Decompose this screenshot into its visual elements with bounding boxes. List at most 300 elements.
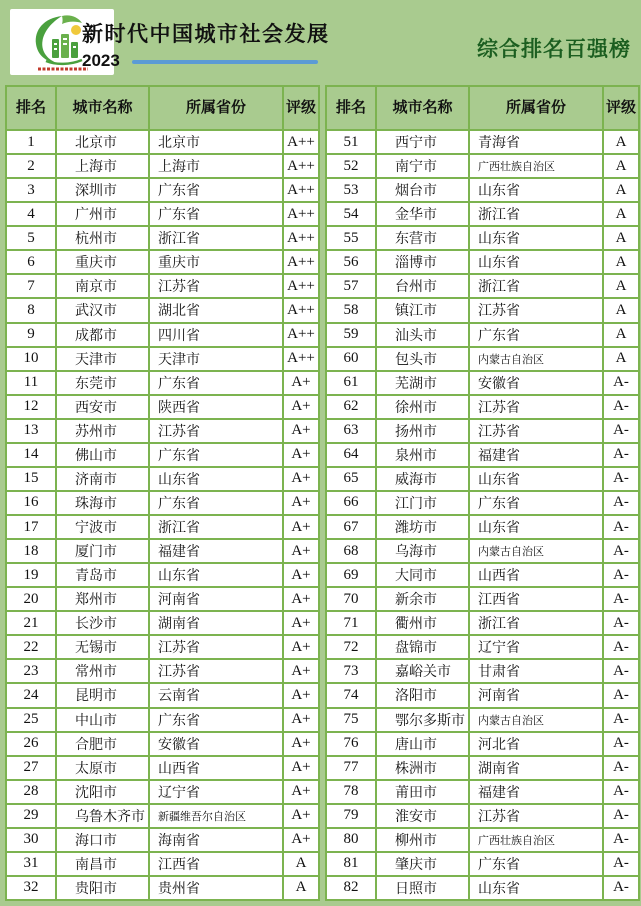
rating-cell: A++ bbox=[283, 274, 319, 298]
city-cell: 唐山市 bbox=[376, 732, 469, 756]
rank-cell: 9 bbox=[6, 323, 56, 347]
rank-cell: 75 bbox=[326, 708, 376, 732]
rank-cell: 4 bbox=[6, 202, 56, 226]
table-row bbox=[326, 852, 639, 876]
rating-cell: A+ bbox=[283, 635, 319, 659]
city-cell: 徐州市 bbox=[376, 395, 469, 419]
rating-cell: A- bbox=[603, 804, 639, 828]
rating-cell: A+ bbox=[283, 659, 319, 683]
rank-cell: 72 bbox=[326, 635, 376, 659]
rank-cell: 81 bbox=[326, 852, 376, 876]
rating-cell: A+ bbox=[283, 515, 319, 539]
city-cell: 济南市 bbox=[56, 467, 149, 491]
table-row bbox=[326, 659, 639, 683]
province-cell: 山东省 bbox=[469, 226, 603, 250]
city-cell: 海口市 bbox=[56, 828, 149, 852]
city-cell: 贵阳市 bbox=[56, 876, 149, 900]
province-cell: 江西省 bbox=[469, 587, 603, 611]
city-cell: 扬州市 bbox=[376, 419, 469, 443]
province-cell: 广东省 bbox=[149, 708, 283, 732]
province-cell: 江苏省 bbox=[149, 419, 283, 443]
rank-cell: 12 bbox=[6, 395, 56, 419]
col-header-city: 城市名称 bbox=[56, 86, 149, 130]
rank-cell: 58 bbox=[326, 298, 376, 322]
province-cell: 辽宁省 bbox=[149, 780, 283, 804]
city-cell: 北京市 bbox=[56, 130, 149, 154]
table-row bbox=[6, 683, 319, 707]
rank-cell: 74 bbox=[326, 683, 376, 707]
city-cell: 厦门市 bbox=[56, 539, 149, 563]
rating-cell: A++ bbox=[283, 250, 319, 274]
rating-cell: A+ bbox=[283, 419, 319, 443]
province-cell: 北京市 bbox=[149, 130, 283, 154]
year-label: 2023 bbox=[82, 51, 120, 70]
rating-cell: A bbox=[603, 274, 639, 298]
rank-cell: 3 bbox=[6, 178, 56, 202]
province-cell: 重庆市 bbox=[149, 250, 283, 274]
rank-cell: 32 bbox=[6, 876, 56, 900]
rating-cell: A+ bbox=[283, 443, 319, 467]
rank-cell: 1 bbox=[6, 130, 56, 154]
rank-cell: 10 bbox=[6, 347, 56, 371]
rating-cell: A- bbox=[603, 659, 639, 683]
rank-cell: 63 bbox=[326, 419, 376, 443]
rating-cell: A bbox=[603, 130, 639, 154]
rating-cell: A- bbox=[603, 852, 639, 876]
rating-cell: A++ bbox=[283, 347, 319, 371]
city-cell: 合肥市 bbox=[56, 732, 149, 756]
main-title: 新时代中国城市社会发展 bbox=[82, 21, 330, 46]
table-row bbox=[326, 178, 639, 202]
table-row bbox=[326, 563, 639, 587]
table-row bbox=[6, 250, 319, 274]
rank-cell: 67 bbox=[326, 515, 376, 539]
province-cell: 山东省 bbox=[149, 563, 283, 587]
province-cell: 河北省 bbox=[469, 732, 603, 756]
province-cell: 山西省 bbox=[469, 563, 603, 587]
rank-cell: 77 bbox=[326, 756, 376, 780]
table-row bbox=[6, 154, 319, 178]
rank-cell: 55 bbox=[326, 226, 376, 250]
table-row bbox=[326, 491, 639, 515]
table-row bbox=[326, 443, 639, 467]
rating-cell: A+ bbox=[283, 371, 319, 395]
rating-cell: A- bbox=[603, 539, 639, 563]
table-row bbox=[326, 515, 639, 539]
rating-cell: A bbox=[603, 226, 639, 250]
province-cell: 甘肃省 bbox=[469, 659, 603, 683]
rating-cell: A bbox=[603, 154, 639, 178]
province-cell: 湖南省 bbox=[469, 756, 603, 780]
table-row bbox=[6, 756, 319, 780]
province-cell: 青海省 bbox=[469, 130, 603, 154]
city-cell: 重庆市 bbox=[56, 250, 149, 274]
city-cell: 南京市 bbox=[56, 274, 149, 298]
ranking-tables bbox=[0, 85, 641, 901]
city-cell: 乌鲁木齐市 bbox=[56, 804, 149, 828]
rating-cell: A+ bbox=[283, 708, 319, 732]
table-row bbox=[326, 756, 639, 780]
city-cell: 中山市 bbox=[56, 708, 149, 732]
city-cell: 上海市 bbox=[56, 154, 149, 178]
province-cell: 江苏省 bbox=[469, 298, 603, 322]
table-row bbox=[326, 683, 639, 707]
rating-cell: A++ bbox=[283, 323, 319, 347]
province-cell: 广东省 bbox=[149, 491, 283, 515]
rating-cell: A- bbox=[603, 443, 639, 467]
table-row bbox=[6, 611, 319, 635]
table-row bbox=[6, 347, 319, 371]
city-cell: 东莞市 bbox=[56, 371, 149, 395]
province-cell: 江西省 bbox=[149, 852, 283, 876]
province-cell: 福建省 bbox=[149, 539, 283, 563]
rating-cell: A bbox=[603, 178, 639, 202]
rank-cell: 51 bbox=[326, 130, 376, 154]
table-row bbox=[6, 419, 319, 443]
rank-cell: 31 bbox=[6, 852, 56, 876]
rank-cell: 7 bbox=[6, 274, 56, 298]
rating-cell: A- bbox=[603, 683, 639, 707]
rank-cell: 19 bbox=[6, 563, 56, 587]
table-row bbox=[6, 828, 319, 852]
province-cell: 福建省 bbox=[469, 780, 603, 804]
province-cell: 辽宁省 bbox=[469, 635, 603, 659]
rating-cell: A- bbox=[603, 780, 639, 804]
city-cell: 武汉市 bbox=[56, 298, 149, 322]
rank-cell: 54 bbox=[326, 202, 376, 226]
table-row bbox=[6, 395, 319, 419]
rank-cell: 60 bbox=[326, 347, 376, 371]
province-cell: 山西省 bbox=[149, 756, 283, 780]
city-cell: 天津市 bbox=[56, 347, 149, 371]
col-header-rank: 排名 bbox=[6, 86, 56, 130]
province-cell: 河南省 bbox=[469, 683, 603, 707]
rank-cell: 64 bbox=[326, 443, 376, 467]
rating-cell: A- bbox=[603, 371, 639, 395]
rating-cell: A++ bbox=[283, 178, 319, 202]
city-cell: 南宁市 bbox=[376, 154, 469, 178]
rank-cell: 24 bbox=[6, 683, 56, 707]
province-cell: 内蒙古自治区 bbox=[469, 347, 603, 371]
table-header-row bbox=[326, 86, 639, 130]
table-row bbox=[6, 635, 319, 659]
table-row bbox=[6, 587, 319, 611]
rank-table-left bbox=[5, 85, 320, 901]
table-row bbox=[6, 563, 319, 587]
province-cell: 浙江省 bbox=[469, 202, 603, 226]
table-row bbox=[6, 659, 319, 683]
rating-cell: A+ bbox=[283, 491, 319, 515]
title-block bbox=[82, 18, 330, 71]
table-row bbox=[6, 732, 319, 756]
col-header-rating: 评级 bbox=[603, 86, 639, 130]
rank-cell: 25 bbox=[6, 708, 56, 732]
rating-cell: A++ bbox=[283, 298, 319, 322]
province-cell: 广东省 bbox=[149, 178, 283, 202]
city-cell: 昆明市 bbox=[56, 683, 149, 707]
rank-cell: 29 bbox=[6, 804, 56, 828]
province-cell: 内蒙古自治区 bbox=[469, 708, 603, 732]
city-cell: 常州市 bbox=[56, 659, 149, 683]
city-cell: 珠海市 bbox=[56, 491, 149, 515]
rank-cell: 17 bbox=[6, 515, 56, 539]
rating-cell: A- bbox=[603, 395, 639, 419]
rating-cell: A+ bbox=[283, 611, 319, 635]
city-cell: 佛山市 bbox=[56, 443, 149, 467]
province-cell: 浙江省 bbox=[469, 274, 603, 298]
city-cell: 鄂尔多斯市 bbox=[376, 708, 469, 732]
city-cell: 大同市 bbox=[376, 563, 469, 587]
province-cell: 新疆维吾尔自治区 bbox=[149, 804, 283, 828]
city-cell: 莆田市 bbox=[376, 780, 469, 804]
city-cell: 淮安市 bbox=[376, 804, 469, 828]
rating-cell: A bbox=[283, 876, 319, 900]
city-cell: 嘉峪关市 bbox=[376, 659, 469, 683]
province-cell: 福建省 bbox=[469, 443, 603, 467]
city-cell: 长沙市 bbox=[56, 611, 149, 635]
city-cell: 南昌市 bbox=[56, 852, 149, 876]
city-cell: 衢州市 bbox=[376, 611, 469, 635]
col-header-city: 城市名称 bbox=[376, 86, 469, 130]
table-row bbox=[326, 323, 639, 347]
province-cell: 安徽省 bbox=[149, 732, 283, 756]
city-cell: 无锡市 bbox=[56, 635, 149, 659]
province-cell: 山东省 bbox=[469, 178, 603, 202]
rank-cell: 5 bbox=[6, 226, 56, 250]
rank-cell: 30 bbox=[6, 828, 56, 852]
table-row bbox=[6, 298, 319, 322]
rank-cell: 61 bbox=[326, 371, 376, 395]
city-cell: 太原市 bbox=[56, 756, 149, 780]
province-cell: 江苏省 bbox=[149, 659, 283, 683]
city-cell: 盘锦市 bbox=[376, 635, 469, 659]
table-row bbox=[6, 852, 319, 876]
rank-cell: 68 bbox=[326, 539, 376, 563]
province-cell: 广东省 bbox=[149, 443, 283, 467]
rating-cell: A- bbox=[603, 756, 639, 780]
city-cell: 包头市 bbox=[376, 347, 469, 371]
rank-cell: 52 bbox=[326, 154, 376, 178]
province-cell: 浙江省 bbox=[469, 611, 603, 635]
rank-cell: 18 bbox=[6, 539, 56, 563]
rank-cell: 15 bbox=[6, 467, 56, 491]
rating-cell: A- bbox=[603, 563, 639, 587]
table-row bbox=[6, 178, 319, 202]
province-cell: 山东省 bbox=[149, 467, 283, 491]
table-row bbox=[6, 371, 319, 395]
province-cell: 内蒙古自治区 bbox=[469, 539, 603, 563]
city-cell: 杭州市 bbox=[56, 226, 149, 250]
province-cell: 江苏省 bbox=[469, 419, 603, 443]
province-cell: 广东省 bbox=[469, 491, 603, 515]
table-row bbox=[326, 828, 639, 852]
rank-table-right bbox=[325, 85, 640, 901]
rank-cell: 70 bbox=[326, 587, 376, 611]
rank-cell: 11 bbox=[6, 371, 56, 395]
province-cell: 广西壮族自治区 bbox=[469, 828, 603, 852]
rating-cell: A++ bbox=[283, 154, 319, 178]
province-cell: 山东省 bbox=[469, 515, 603, 539]
table-row bbox=[326, 587, 639, 611]
rating-cell: A+ bbox=[283, 395, 319, 419]
province-cell: 浙江省 bbox=[149, 515, 283, 539]
table-row bbox=[6, 515, 319, 539]
city-cell: 青岛市 bbox=[56, 563, 149, 587]
table-row bbox=[326, 780, 639, 804]
province-cell: 山东省 bbox=[469, 250, 603, 274]
city-cell: 台州市 bbox=[376, 274, 469, 298]
table-row bbox=[6, 226, 319, 250]
province-cell: 湖北省 bbox=[149, 298, 283, 322]
table-row bbox=[6, 467, 319, 491]
rank-cell: 76 bbox=[326, 732, 376, 756]
city-cell: 镇江市 bbox=[376, 298, 469, 322]
province-cell: 广东省 bbox=[149, 202, 283, 226]
table-row bbox=[6, 274, 319, 298]
city-cell: 威海市 bbox=[376, 467, 469, 491]
rating-cell: A+ bbox=[283, 587, 319, 611]
rank-cell: 14 bbox=[6, 443, 56, 467]
rank-cell: 22 bbox=[6, 635, 56, 659]
rating-cell: A bbox=[603, 202, 639, 226]
table-row bbox=[326, 250, 639, 274]
table-row bbox=[326, 804, 639, 828]
province-cell: 上海市 bbox=[149, 154, 283, 178]
rank-cell: 27 bbox=[6, 756, 56, 780]
city-cell: 烟台市 bbox=[376, 178, 469, 202]
rating-cell: A++ bbox=[283, 202, 319, 226]
header bbox=[0, 0, 641, 85]
rating-cell: A+ bbox=[283, 732, 319, 756]
rating-cell: A+ bbox=[283, 804, 319, 828]
col-header-rating: 评级 bbox=[283, 86, 319, 130]
city-cell: 淄博市 bbox=[376, 250, 469, 274]
city-cell: 汕头市 bbox=[376, 323, 469, 347]
rating-cell: A- bbox=[603, 611, 639, 635]
rating-cell: A- bbox=[603, 876, 639, 900]
city-cell: 江门市 bbox=[376, 491, 469, 515]
table-row bbox=[6, 780, 319, 804]
rank-cell: 16 bbox=[6, 491, 56, 515]
table-row bbox=[326, 732, 639, 756]
province-cell: 广东省 bbox=[469, 323, 603, 347]
rating-cell: A- bbox=[603, 732, 639, 756]
table-row bbox=[326, 539, 639, 563]
city-cell: 肇庆市 bbox=[376, 852, 469, 876]
province-cell: 广西壮族自治区 bbox=[469, 154, 603, 178]
table-row bbox=[326, 395, 639, 419]
table-header-row bbox=[6, 86, 319, 130]
province-cell: 贵州省 bbox=[149, 876, 283, 900]
rank-cell: 66 bbox=[326, 491, 376, 515]
rating-cell: A+ bbox=[283, 467, 319, 491]
rating-cell: A+ bbox=[283, 563, 319, 587]
rank-cell: 2 bbox=[6, 154, 56, 178]
table-row bbox=[6, 876, 319, 900]
table-row bbox=[326, 467, 639, 491]
rank-cell: 62 bbox=[326, 395, 376, 419]
province-cell: 天津市 bbox=[149, 347, 283, 371]
rating-cell: A+ bbox=[283, 683, 319, 707]
city-cell: 沈阳市 bbox=[56, 780, 149, 804]
rating-cell: A bbox=[603, 250, 639, 274]
city-cell: 日照市 bbox=[376, 876, 469, 900]
rating-cell: A- bbox=[603, 828, 639, 852]
table-row bbox=[326, 876, 639, 900]
rank-cell: 78 bbox=[326, 780, 376, 804]
rating-cell: A++ bbox=[283, 130, 319, 154]
city-cell: 洛阳市 bbox=[376, 683, 469, 707]
rank-cell: 23 bbox=[6, 659, 56, 683]
city-cell: 郑州市 bbox=[56, 587, 149, 611]
rank-cell: 53 bbox=[326, 178, 376, 202]
rating-cell: A- bbox=[603, 467, 639, 491]
city-cell: 广州市 bbox=[56, 202, 149, 226]
city-cell: 株洲市 bbox=[376, 756, 469, 780]
rank-cell: 69 bbox=[326, 563, 376, 587]
province-cell: 河南省 bbox=[149, 587, 283, 611]
rank-cell: 13 bbox=[6, 419, 56, 443]
table-row bbox=[6, 323, 319, 347]
table-row bbox=[326, 226, 639, 250]
province-cell: 山东省 bbox=[469, 876, 603, 900]
province-cell: 江苏省 bbox=[469, 804, 603, 828]
rank-cell: 8 bbox=[6, 298, 56, 322]
province-cell: 江苏省 bbox=[149, 274, 283, 298]
city-cell: 潍坊市 bbox=[376, 515, 469, 539]
city-cell: 泉州市 bbox=[376, 443, 469, 467]
col-header-province: 所属省份 bbox=[469, 86, 603, 130]
table-row bbox=[326, 611, 639, 635]
city-cell: 深圳市 bbox=[56, 178, 149, 202]
table-row bbox=[326, 635, 639, 659]
rating-cell: A- bbox=[603, 515, 639, 539]
ranking-title: 综合排名百强榜 bbox=[477, 38, 631, 61]
city-cell: 宁波市 bbox=[56, 515, 149, 539]
table-row bbox=[326, 371, 639, 395]
rating-cell: A- bbox=[603, 491, 639, 515]
province-cell: 浙江省 bbox=[149, 226, 283, 250]
title-underline bbox=[132, 60, 318, 64]
province-cell: 海南省 bbox=[149, 828, 283, 852]
province-cell: 陕西省 bbox=[149, 395, 283, 419]
province-cell: 云南省 bbox=[149, 683, 283, 707]
rating-cell: A+ bbox=[283, 539, 319, 563]
rank-cell: 20 bbox=[6, 587, 56, 611]
table-row bbox=[6, 443, 319, 467]
province-cell: 广东省 bbox=[469, 852, 603, 876]
city-cell: 西宁市 bbox=[376, 130, 469, 154]
province-cell: 江苏省 bbox=[149, 635, 283, 659]
rank-cell: 73 bbox=[326, 659, 376, 683]
rating-cell: A++ bbox=[283, 226, 319, 250]
rank-cell: 65 bbox=[326, 467, 376, 491]
table-row bbox=[326, 130, 639, 154]
table-row bbox=[326, 347, 639, 371]
rating-cell: A- bbox=[603, 635, 639, 659]
city-cell: 芜湖市 bbox=[376, 371, 469, 395]
table-row bbox=[326, 298, 639, 322]
city-cell: 柳州市 bbox=[376, 828, 469, 852]
col-header-province: 所属省份 bbox=[149, 86, 283, 130]
rank-cell: 79 bbox=[326, 804, 376, 828]
rank-cell: 82 bbox=[326, 876, 376, 900]
table-row bbox=[326, 419, 639, 443]
rank-cell: 6 bbox=[6, 250, 56, 274]
province-cell: 安徽省 bbox=[469, 371, 603, 395]
table-row bbox=[6, 708, 319, 732]
province-cell: 广东省 bbox=[149, 371, 283, 395]
